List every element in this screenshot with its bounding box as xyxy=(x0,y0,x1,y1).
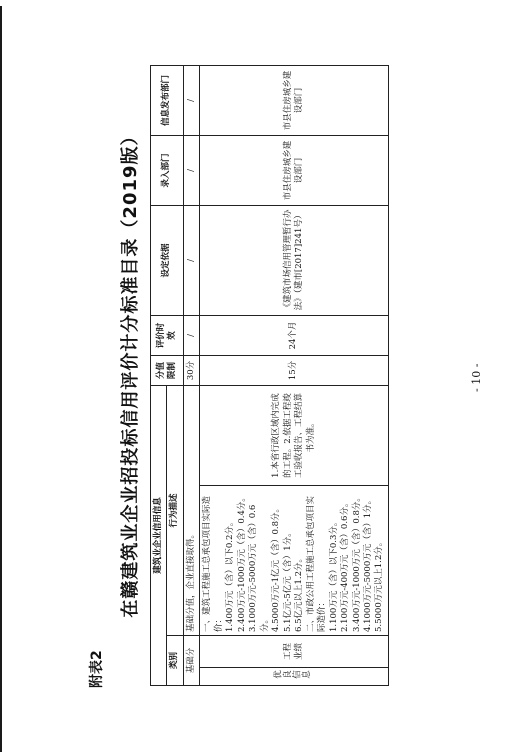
row-basis: 《建筑市场信用管理暂行办法》（建市[2017]241号） xyxy=(200,205,389,315)
behavior-line: 3.400万元-1000万元（含）0.8分。 xyxy=(351,493,362,632)
row-entry-dept: / xyxy=(183,135,199,205)
row-standard: 1.本省行政区域内完成的工程。2.依据工程竣工验收报告、工程结算书为准。 xyxy=(200,385,389,485)
row-score-limit: 15分 xyxy=(200,355,389,385)
score-standard-table xyxy=(150,65,389,686)
behavior-line: 一、建筑工程施工总承包项目实际造价： xyxy=(202,495,224,632)
annex-label: 附表2 xyxy=(89,650,105,688)
behavior-line: 1.400万元（含）以下0.2分。 xyxy=(225,517,236,632)
header-basis: 设定依据 xyxy=(151,205,184,315)
row-eval-period: 24个月 xyxy=(200,315,389,355)
behavior-line: 5.5000万元以上1.2分。 xyxy=(374,537,385,632)
header-score-limit: 分值限制 xyxy=(151,355,184,385)
behavior-line: 1.100万元（含）以下0.3分。 xyxy=(328,517,339,632)
row-score-limit: 30分 xyxy=(183,355,199,385)
row-category: 基础分 xyxy=(183,636,199,686)
row-eval-period: / xyxy=(183,315,199,355)
behavior-line: 2.400万元-1000万元（含）0.4分。 xyxy=(236,493,247,632)
table-row xyxy=(200,65,389,685)
behavior-line: 5.1亿元-5亿元（含）1分。 xyxy=(282,528,293,632)
behavior-line: 3.1000万元-5000万元（含）0.6分。 xyxy=(248,504,270,632)
behavior-line: 6.5亿元以上1.2分。 xyxy=(294,553,305,632)
row-publish-dept: 市县住房城乡建设部门 xyxy=(200,65,389,135)
behavior-line: 二、市政公用工程施工总承包项目实际造价： xyxy=(305,495,328,632)
row-behavior xyxy=(200,486,389,636)
behavior-line: 4.1000万元-5000万元（含）1分。 xyxy=(362,495,373,632)
row-basis: / xyxy=(183,205,199,315)
page-title: 在赣建筑业企业招投标信用评价计分标准目录（2019版） xyxy=(120,126,141,618)
header-publish-dept: 信息发布部门 xyxy=(151,65,184,135)
row-category: 工程业绩 xyxy=(200,636,389,668)
row-group-label: 优良信息 xyxy=(200,668,389,686)
header-eval-period: 评价时效 xyxy=(151,315,184,355)
page-number: - 10 - xyxy=(470,363,483,392)
behavior-line: 4.5000万元-1亿元（含）0.8分。 xyxy=(271,503,282,632)
behavior-line: 2.100万元-400万元（含）0.6分。 xyxy=(340,498,351,632)
header-group: 建筑业企业信用信息 xyxy=(151,385,167,685)
header-category: 类别 xyxy=(167,636,183,686)
row-entry-dept: 市县住房城乡建设部门 xyxy=(200,135,389,205)
behavior-line: 基础分值，企业直接取得。 xyxy=(185,529,196,632)
table-row xyxy=(183,65,199,685)
header-behavior: 行为描述 xyxy=(167,385,183,635)
row-publish-dept: / xyxy=(183,65,199,135)
row-behavior xyxy=(183,385,199,635)
table-header-row-1 xyxy=(151,65,167,685)
header-entry-dept: 录入部门 xyxy=(151,135,184,205)
